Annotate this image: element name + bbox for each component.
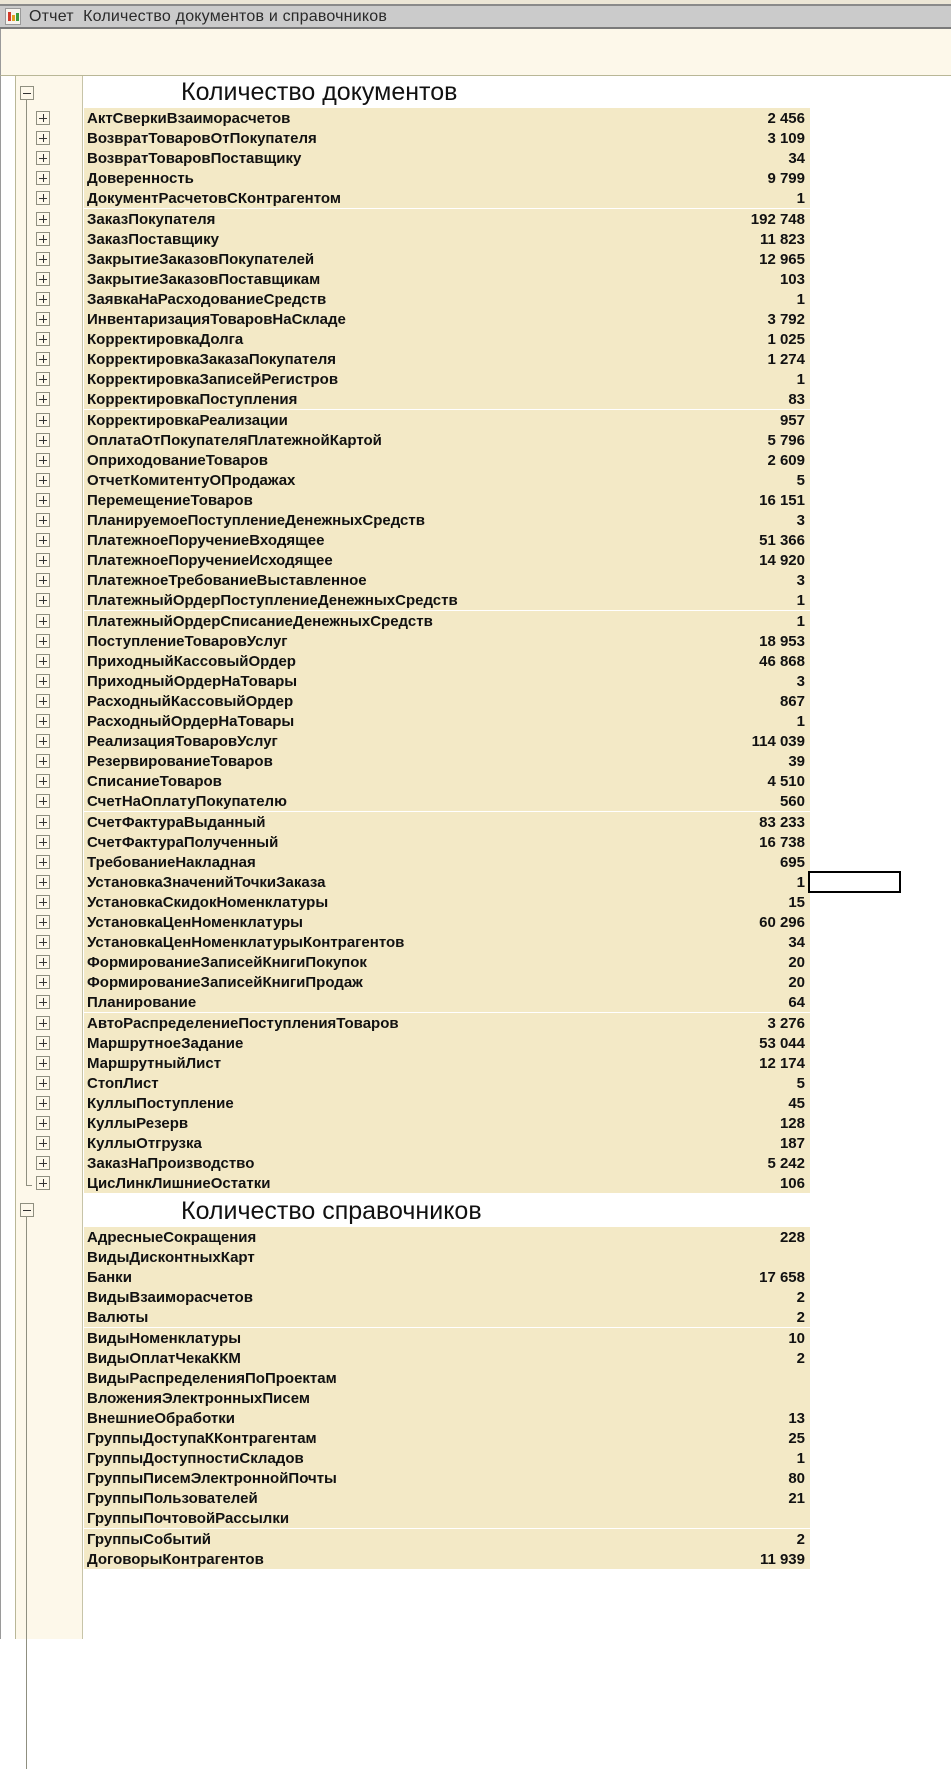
row-count: 2 [796, 1350, 805, 1367]
expand-row-button[interactable] [36, 151, 50, 165]
row-name: СчетФактураПолученный [87, 834, 279, 851]
table-row[interactable] [84, 1368, 810, 1388]
row-name: ВнешниеОбработки [87, 1410, 235, 1427]
row-count: 51 366 [759, 532, 805, 549]
expand-row-button[interactable] [36, 674, 50, 688]
row-count: 53 044 [759, 1035, 805, 1052]
row-name: ФормированиеЗаписейКнигиПродаж [87, 974, 363, 991]
expand-row-button[interactable] [36, 975, 50, 989]
row-name: ЗакрытиеЗаказовПоставщикам [87, 271, 321, 288]
row-name: ЗаказПоставщику [87, 231, 219, 248]
row-count: 128 [779, 1115, 805, 1132]
row-name: ВложенияЭлектронныхПисем [87, 1390, 310, 1407]
table-row[interactable] [84, 912, 810, 932]
row-name: ГруппыДоступностиСкладов [87, 1450, 304, 1467]
table-row[interactable] [84, 1153, 810, 1173]
row-name: ПеремещениеТоваров [87, 492, 253, 509]
row-count: 17 658 [759, 1269, 805, 1286]
row-count: 16 738 [759, 834, 805, 851]
expand-row-button[interactable] [36, 995, 50, 1009]
table-row[interactable] [84, 329, 810, 349]
table-row[interactable] [84, 108, 810, 128]
table-row[interactable] [84, 168, 810, 188]
table-row[interactable] [84, 691, 810, 711]
collapse-group-button[interactable] [20, 1203, 34, 1217]
expand-row-button[interactable] [36, 1136, 50, 1150]
table-row[interactable] [84, 1013, 810, 1033]
row-name: ЗаявкаНаРасходованиеСредств [87, 291, 327, 308]
row-name: ГруппыПисемЭлектроннойПочты [87, 1470, 337, 1487]
row-name: РасходныйКассовыйОрдер [87, 693, 294, 710]
table-row[interactable] [84, 269, 810, 289]
row-count: 2 [796, 1289, 805, 1306]
row-name: КорректировкаДолга [87, 331, 244, 348]
expand-row-button[interactable] [36, 1156, 50, 1170]
table-row[interactable] [84, 309, 810, 329]
row-count: 14 920 [759, 552, 805, 569]
row-name: ПлатежноеПоручениеВходящее [87, 532, 325, 549]
table-row[interactable] [84, 872, 810, 892]
row-name: ЗаказПокупателя [87, 211, 216, 228]
row-name: ПлатежныйОрдерПоступлениеДенежныхСредств [87, 592, 458, 609]
expand-row-button[interactable] [36, 212, 50, 226]
table-row[interactable] [84, 1113, 810, 1133]
expand-row-button[interactable] [36, 654, 50, 668]
table-row[interactable] [84, 570, 810, 590]
row-name: ГруппыПочтовойРассылки [87, 1510, 290, 1527]
row-name: ВидыНоменклатуры [87, 1330, 242, 1347]
expand-row-button[interactable] [36, 453, 50, 467]
table-row[interactable] [84, 751, 810, 771]
row-name: Валюты [87, 1309, 149, 1326]
table-row[interactable] [84, 1328, 810, 1348]
expand-row-button[interactable] [36, 1016, 50, 1030]
row-name: ПриходныйКассовыйОрдер [87, 653, 296, 670]
expand-row-button[interactable] [36, 734, 50, 748]
row-name: ПлатежноеТребованиеВыставленное [87, 572, 367, 589]
row-name: УстановкаСкидокНоменклатуры [87, 894, 329, 911]
table-row[interactable] [84, 148, 810, 168]
expand-row-button[interactable] [36, 413, 50, 427]
table-row[interactable] [84, 1073, 810, 1093]
table-row[interactable] [84, 711, 810, 731]
row-name: АвтоРаспределениеПоступленияТоваров [87, 1015, 399, 1032]
expand-row-button[interactable] [36, 915, 50, 929]
table-row[interactable] [84, 188, 810, 208]
expand-row-button[interactable] [36, 493, 50, 507]
expand-row-button[interactable] [36, 815, 50, 829]
table-row[interactable] [84, 972, 810, 992]
row-count: 80 [788, 1470, 805, 1487]
expand-row-button[interactable] [36, 573, 50, 587]
table-row[interactable] [84, 389, 810, 409]
table-row[interactable] [84, 1267, 810, 1287]
expand-row-button[interactable] [36, 533, 50, 547]
table-row[interactable] [84, 510, 810, 530]
row-count: 5 796 [767, 432, 805, 449]
row-name: ПланируемоеПоступлениеДенежныхСредств [87, 512, 425, 529]
row-count: 83 233 [759, 814, 805, 831]
expand-row-button[interactable] [36, 392, 50, 406]
expand-row-button[interactable] [36, 935, 50, 949]
row-count: 15 [788, 894, 805, 911]
row-count: 13 [788, 1410, 805, 1427]
row-name: ОтчетКомитентуОПродажах [87, 472, 296, 489]
report-header-area [0, 29, 951, 76]
table-row[interactable] [84, 289, 810, 309]
row-count: 3 276 [767, 1015, 805, 1032]
table-row[interactable] [84, 128, 810, 148]
expand-row-button[interactable] [36, 774, 50, 788]
table-row[interactable] [84, 1488, 810, 1508]
section-title: Количество справочников [181, 1197, 482, 1225]
row-count: 20 [788, 954, 805, 971]
row-count: 3 792 [767, 311, 805, 328]
expand-row-button[interactable] [36, 513, 50, 527]
row-count: 12 965 [759, 251, 805, 268]
row-name: РасходныйОрдерНаТовары [87, 713, 295, 730]
row-name: ЗакрытиеЗаказовПокупателей [87, 251, 315, 268]
grouping-tree-panel [15, 76, 83, 1639]
table-row[interactable] [84, 369, 810, 389]
expand-row-button[interactable] [36, 553, 50, 567]
row-count: 11 823 [759, 231, 805, 248]
table-row[interactable] [84, 1133, 810, 1153]
expand-row-button[interactable] [36, 855, 50, 869]
table-row[interactable] [84, 1033, 810, 1053]
row-count: 3 [796, 673, 805, 690]
table-row[interactable] [84, 832, 810, 852]
row-name: ОприходованиеТоваров [87, 452, 269, 469]
collapse-group-button[interactable] [20, 86, 34, 100]
row-name: ОплатаОтПокупателяПлатежнойКартой [87, 432, 382, 449]
row-count: 25 [788, 1430, 805, 1447]
selected-cell[interactable] [808, 871, 901, 893]
table-row[interactable] [84, 1408, 810, 1428]
expand-row-button[interactable] [36, 1176, 50, 1190]
row-name: ПлатежныйОрдерСписаниеДенежныхСредств [87, 613, 433, 630]
row-name: Банки [87, 1269, 132, 1286]
expand-row-button[interactable] [36, 1036, 50, 1050]
row-count: 4 510 [767, 773, 805, 790]
row-count: 1 [796, 291, 805, 308]
table-row[interactable] [84, 1428, 810, 1448]
row-name: КуллыРезерв [87, 1115, 189, 1132]
row-count: 1 [796, 190, 805, 207]
row-count: 3 [796, 512, 805, 529]
table-row[interactable] [84, 490, 810, 510]
row-name: ТребованиеНакладная [87, 854, 256, 871]
row-name: КуллыПоступление [87, 1095, 234, 1112]
row-count: 34 [788, 934, 805, 951]
expand-row-button[interactable] [36, 191, 50, 205]
expand-row-button[interactable] [36, 895, 50, 909]
table-row[interactable] [84, 1173, 810, 1193]
row-name: УстановкаЦенНоменклатуры [87, 914, 303, 931]
expand-row-button[interactable] [36, 754, 50, 768]
tree-line [26, 100, 27, 1185]
row-name: Планирование [87, 994, 197, 1011]
row-name: КорректировкаЗаписейРегистров [87, 371, 339, 388]
row-count: 34 [788, 150, 805, 167]
row-name: КорректировкаЗаказаПокупателя [87, 351, 336, 368]
row-name: АдресныеСокращения [87, 1229, 257, 1246]
row-count: 2 [796, 1531, 805, 1548]
row-name: ЗаказНаПроизводство [87, 1155, 255, 1172]
row-count: 5 242 [767, 1155, 805, 1172]
row-name: ВидыРаспределенияПоПроектам [87, 1370, 337, 1387]
expand-row-button[interactable] [36, 111, 50, 125]
row-name: РезервированиеТоваров [87, 753, 273, 770]
row-count: 16 151 [759, 492, 805, 509]
expand-row-button[interactable] [36, 694, 50, 708]
expand-row-button[interactable] [36, 634, 50, 648]
row-count: 11 939 [759, 1551, 805, 1568]
row-name: ВозвратТоваровПоставщику [87, 150, 302, 167]
row-count: 10 [788, 1330, 805, 1347]
row-count: 45 [788, 1095, 805, 1112]
expand-row-button[interactable] [36, 875, 50, 889]
expand-row-button[interactable] [36, 1076, 50, 1090]
row-name: ВидыДисконтныхКарт [87, 1249, 255, 1266]
table-row[interactable] [84, 1388, 810, 1408]
table-row[interactable] [84, 550, 810, 570]
table-row[interactable] [84, 932, 810, 952]
row-count: 1 [796, 713, 805, 730]
row-count: 2 456 [767, 110, 805, 127]
tree-line [26, 1217, 27, 1769]
row-count: 957 [779, 412, 805, 429]
row-count: 103 [779, 271, 805, 288]
row-count: 3 [796, 572, 805, 589]
table-row[interactable] [84, 1307, 810, 1327]
table-row[interactable] [84, 1093, 810, 1113]
expand-row-button[interactable] [36, 131, 50, 145]
table-row[interactable] [84, 771, 810, 791]
row-count: 560 [779, 793, 805, 810]
table-row[interactable] [84, 430, 810, 450]
row-count: 114 039 [751, 733, 805, 750]
row-name: ГруппыДоступаККонтрагентам [87, 1430, 317, 1447]
expand-row-button[interactable] [36, 473, 50, 487]
table-row[interactable] [84, 1227, 810, 1247]
row-name: ВидыВзаиморасчетов [87, 1289, 253, 1306]
row-name: ИнвентаризацияТоваровНаСкладе [87, 311, 346, 328]
table-row[interactable] [84, 992, 810, 1012]
table-row[interactable] [84, 651, 810, 671]
row-count: 228 [779, 1229, 805, 1246]
table-row[interactable] [84, 812, 810, 832]
table-row[interactable] [84, 1508, 810, 1528]
expand-row-button[interactable] [36, 372, 50, 386]
table-row[interactable] [84, 1348, 810, 1368]
row-count: 18 953 [759, 633, 805, 650]
row-name: АктСверкиВзаиморасчетов [87, 110, 291, 127]
row-name: ПриходныйОрдерНаТовары [87, 673, 298, 690]
row-count: 2 609 [767, 452, 805, 469]
expand-row-button[interactable] [36, 794, 50, 808]
table-row[interactable] [84, 671, 810, 691]
table-row[interactable] [84, 1287, 810, 1307]
row-name: УстановкаЦенНоменклатурыКонтрагентов [87, 934, 405, 951]
expand-row-button[interactable] [36, 171, 50, 185]
table-row[interactable] [84, 229, 810, 249]
table-row[interactable] [84, 209, 810, 229]
expand-row-button[interactable] [36, 1116, 50, 1130]
row-count: 1 274 [767, 351, 805, 368]
row-count: 187 [779, 1135, 805, 1152]
table-row[interactable] [84, 1549, 810, 1569]
table-row[interactable] [84, 450, 810, 470]
table-row[interactable] [84, 952, 810, 972]
row-name: ДоговорыКонтрагентов [87, 1551, 264, 1568]
row-name: СтопЛист [87, 1075, 159, 1092]
table-row[interactable] [84, 631, 810, 651]
expand-row-button[interactable] [36, 272, 50, 286]
table-row[interactable] [84, 249, 810, 269]
row-count: 1 [796, 613, 805, 630]
row-name: Доверенность [87, 170, 194, 187]
table-row[interactable] [84, 892, 810, 912]
row-count: 12 174 [759, 1055, 805, 1072]
spreadsheet-report[interactable] [0, 76, 951, 1639]
row-name: МаршрутныйЛист [87, 1055, 222, 1072]
row-count: 64 [788, 994, 805, 1011]
row-count: 20 [788, 974, 805, 991]
tree-line-end [26, 1185, 32, 1186]
row-name: СчетНаОплатуПокупателю [87, 793, 287, 810]
table-row[interactable] [84, 410, 810, 430]
row-name: КорректировкаРеализации [87, 412, 288, 429]
row-count: 5 [796, 472, 805, 489]
table-row[interactable] [84, 530, 810, 550]
row-count: 21 [788, 1490, 805, 1507]
expand-row-button[interactable] [36, 232, 50, 246]
row-name: СчетФактураВыданный [87, 814, 266, 831]
expand-row-button[interactable] [36, 593, 50, 607]
row-name: ФормированиеЗаписейКнигиПокупок [87, 954, 367, 971]
row-count: 1 [796, 371, 805, 388]
section-header [84, 78, 951, 108]
table-row[interactable] [84, 1448, 810, 1468]
row-count: 46 868 [759, 653, 805, 670]
table-row[interactable] [84, 1529, 810, 1549]
table-row[interactable] [84, 611, 810, 631]
section-title: Количество документов [181, 78, 458, 106]
expand-row-button[interactable] [36, 1056, 50, 1070]
row-name: ГруппыСобытий [87, 1531, 212, 1548]
row-count: 695 [779, 854, 805, 871]
report-chart-icon [5, 8, 21, 25]
expand-row-button[interactable] [36, 1096, 50, 1110]
table-row[interactable] [84, 852, 810, 872]
table-row[interactable] [84, 731, 810, 751]
row-count: 106 [779, 1175, 805, 1192]
row-count: 3 109 [767, 130, 805, 147]
row-name: РеализацияТоваровУслуг [87, 733, 278, 750]
row-count: 192 748 [750, 211, 805, 228]
row-count: 83 [788, 391, 805, 408]
expand-row-button[interactable] [36, 433, 50, 447]
row-name: ЦисЛинкЛишниеОстатки [87, 1175, 271, 1192]
row-name: ВидыОплатЧекаККМ [87, 1350, 241, 1367]
row-count: 867 [779, 693, 805, 710]
row-count: 2 [796, 1309, 805, 1326]
window-titlebar [0, 4, 951, 29]
row-name: ГруппыПользователей [87, 1490, 258, 1507]
expand-row-button[interactable] [36, 614, 50, 628]
row-name: КорректировкаПоступления [87, 391, 298, 408]
table-row[interactable] [84, 590, 810, 610]
table-row[interactable] [84, 791, 810, 811]
row-name: ПоступлениеТоваровУслуг [87, 633, 288, 650]
expand-row-button[interactable] [36, 714, 50, 728]
row-name: СписаниеТоваров [87, 773, 222, 790]
table-row[interactable] [84, 1053, 810, 1073]
expand-row-button[interactable] [36, 332, 50, 346]
row-name: МаршрутноеЗадание [87, 1035, 244, 1052]
row-name: ПлатежноеПоручениеИсходящее [87, 552, 333, 569]
row-name: КуллыОтгрузка [87, 1135, 202, 1152]
row-count: 1 025 [767, 331, 805, 348]
section-header [84, 1195, 951, 1227]
row-name: ДокументРасчетовСКонтрагентом [87, 190, 341, 207]
expand-row-button[interactable] [36, 292, 50, 306]
row-name: УстановкаЗначенийТочкиЗаказа [87, 874, 326, 891]
table-row[interactable] [84, 470, 810, 490]
table-row[interactable] [84, 1468, 810, 1488]
row-name: ВозвратТоваровОтПокупателя [87, 130, 317, 147]
row-count: 1 [796, 1450, 805, 1467]
table-row[interactable] [84, 1247, 810, 1267]
row-count: 60 296 [759, 914, 805, 931]
row-count: 39 [788, 753, 805, 770]
expand-row-button[interactable] [36, 352, 50, 366]
row-count: 1 [796, 874, 805, 891]
row-count: 1 [796, 592, 805, 609]
expand-row-button[interactable] [36, 835, 50, 849]
expand-row-button[interactable] [36, 252, 50, 266]
expand-row-button[interactable] [36, 955, 50, 969]
expand-row-button[interactable] [36, 312, 50, 326]
row-count: 5 [796, 1075, 805, 1092]
window-title: Отчет Количество документов и справочников [29, 7, 388, 25]
row-count: 9 799 [767, 170, 805, 187]
table-row[interactable] [84, 349, 810, 369]
